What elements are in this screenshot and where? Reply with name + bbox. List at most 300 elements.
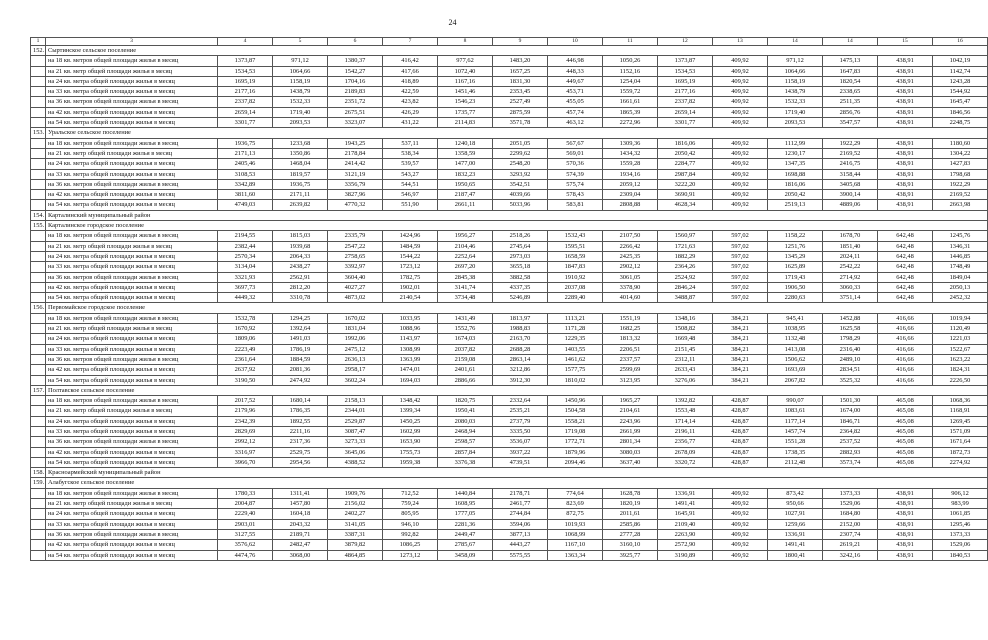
value-cell: 2051,05 (493, 138, 548, 148)
value-cell: 1254,04 (603, 76, 658, 86)
table-row (31, 519, 988, 529)
value-cell: 2639,82 (273, 200, 328, 210)
value-cell: 2037,08 (548, 282, 603, 292)
value-cell: 3594,06 (493, 519, 548, 529)
row-label: на 24 кв. метра общей площади жилья в месяц (46, 509, 218, 519)
value-cell: 2659,14 (658, 107, 713, 117)
table-row (31, 169, 988, 179)
value-cell: 1158,19 (768, 76, 823, 86)
value-cell: 2223,49 (218, 344, 273, 354)
row-number-cell (31, 293, 46, 303)
value-cell: 1950,41 (438, 406, 493, 416)
value-cell: 3879,82 (328, 540, 383, 550)
value-cell: 2364,82 (823, 426, 878, 436)
value-cell: 2562,91 (273, 272, 328, 282)
value-cell: 1245,76 (933, 231, 988, 241)
value-cell: 1813,32 (603, 334, 658, 344)
value-cell: 2252,64 (438, 251, 493, 261)
section-title: Первомайское городское поселение (46, 303, 988, 313)
value-cell: 1714,14 (658, 416, 713, 426)
value-cell: 4014,60 (603, 293, 658, 303)
value-cell: 3356,79 (328, 179, 383, 189)
value-cell: 1438,79 (768, 87, 823, 97)
value-cell: 1294,25 (273, 313, 328, 323)
value-cell: 1229,35 (548, 334, 603, 344)
row-label: на 18 кв. метров общей площади жилья в месяц (46, 396, 218, 406)
row-label: на 33 кв. метра общей площади жилья в месяц (46, 169, 218, 179)
value-cell: 945,41 (768, 313, 823, 323)
row-label: на 21 кв. метр общей площади жилья в месяц (46, 499, 218, 509)
value-cell: 2289,40 (548, 293, 603, 303)
row-number-cell (31, 324, 46, 334)
value-cell: 1820,19 (603, 499, 658, 509)
value-cell: 1434,32 (603, 148, 658, 158)
value-cell: 543,27 (383, 169, 438, 179)
row-label: на 18 кв. метров общей площади жилья в месяц (46, 138, 218, 148)
value-cell: 1113,21 (548, 313, 603, 323)
value-cell: 1413,08 (768, 344, 823, 354)
column-number: 14 (823, 38, 878, 46)
row-number-cell (31, 365, 46, 375)
value-cell: 2159,08 (438, 354, 493, 364)
value-cell: 597,02 (713, 282, 768, 292)
value-cell: 1177,14 (768, 416, 823, 426)
value-cell: 1424,96 (383, 231, 438, 241)
value-cell: 3912,30 (493, 375, 548, 385)
value-cell: 642,48 (878, 251, 933, 261)
value-cell: 1336,91 (658, 488, 713, 498)
row-label: на 42 кв. метра общей площади жилья в месяц (46, 282, 218, 292)
value-cell: 2636,13 (328, 354, 383, 364)
value-cell: 3697,73 (218, 282, 273, 292)
table-row (31, 251, 988, 261)
column-number: 7 (383, 38, 438, 46)
row-number-cell (31, 118, 46, 128)
value-cell: 597,02 (713, 241, 768, 251)
value-cell: 465,08 (878, 406, 933, 416)
table-row (31, 262, 988, 272)
value-cell: 1816,06 (658, 138, 713, 148)
value-cell: 3293,92 (493, 169, 548, 179)
value-cell: 2274,92 (933, 457, 988, 467)
value-cell: 3276,06 (658, 375, 713, 385)
value-cell: 1167,10 (548, 540, 603, 550)
value-cell: 1849,04 (933, 272, 988, 282)
value-cell: 2050,42 (658, 148, 713, 158)
table-row (31, 324, 988, 334)
value-cell: 409,92 (713, 509, 768, 519)
value-cell: 2425,35 (603, 251, 658, 261)
column-number: 9 (493, 38, 548, 46)
value-cell: 2338,65 (823, 87, 878, 97)
value-cell: 1269,45 (933, 416, 988, 426)
value-cell: 428,87 (713, 426, 768, 436)
value-cell: 1038,95 (768, 324, 823, 334)
value-cell: 1336,91 (768, 529, 823, 539)
value-cell: 1392,64 (273, 324, 328, 334)
value-cell: 1922,29 (823, 138, 878, 148)
value-cell: 416,66 (878, 354, 933, 364)
value-cell: 1831,30 (493, 76, 548, 86)
value-cell: 2037,82 (438, 344, 493, 354)
value-cell: 1625,58 (823, 324, 878, 334)
value-cell: 2064,33 (273, 251, 328, 261)
value-cell: 438,91 (878, 66, 933, 76)
table-row (31, 375, 988, 385)
value-cell: 1608,95 (438, 499, 493, 509)
value-cell: 3141,05 (328, 519, 383, 529)
value-cell: 1452,88 (823, 313, 878, 323)
column-number: 8 (438, 38, 493, 46)
value-cell: 1670,92 (218, 324, 273, 334)
value-cell: 1780,33 (218, 488, 273, 498)
value-cell: 465,08 (878, 426, 933, 436)
value-cell: 2178,71 (493, 488, 548, 498)
value-cell: 1491,03 (273, 334, 328, 344)
value-cell: 1786,35 (273, 406, 328, 416)
value-cell: 2067,82 (768, 375, 823, 385)
value-cell: 597,02 (713, 293, 768, 303)
row-label: на 33 кв. метра общей площади жилья в месяц (46, 426, 218, 436)
table-row (31, 97, 988, 107)
value-cell: 3190,89 (658, 550, 713, 560)
table-row (31, 138, 988, 148)
value-cell: 1508,82 (658, 324, 713, 334)
value-cell: 1719,40 (768, 107, 823, 117)
value-cell: 3320,72 (658, 457, 713, 467)
value-cell: 1027,91 (768, 509, 823, 519)
value-cell: 409,92 (713, 540, 768, 550)
table-row (31, 231, 988, 241)
row-label: на 36 кв. метров общей площади жилья в месяц (46, 97, 218, 107)
row-number-cell (31, 107, 46, 117)
value-cell: 1348,16 (658, 313, 713, 323)
section-row (31, 385, 988, 395)
page-number: 24 (448, 18, 457, 27)
value-cell: 1782,75 (383, 272, 438, 282)
row-number-cell (31, 179, 46, 189)
value-cell: 438,91 (878, 87, 933, 97)
row-number-cell (31, 169, 46, 179)
value-cell: 2663,98 (933, 200, 988, 210)
value-cell: 409,92 (713, 159, 768, 169)
value-cell: 4873,02 (328, 293, 383, 303)
value-cell: 3378,90 (603, 282, 658, 292)
row-number: 153. (31, 128, 46, 138)
row-number-cell (31, 148, 46, 158)
value-cell: 409,92 (713, 488, 768, 498)
column-number: 10 (548, 38, 603, 46)
table-row (31, 550, 988, 560)
value-cell: 1661,61 (603, 97, 658, 107)
value-cell: 2194,55 (218, 231, 273, 241)
value-cell: 1019,94 (933, 313, 988, 323)
value-cell: 1086,25 (383, 540, 438, 550)
value-cell: 409,92 (713, 97, 768, 107)
value-cell: 438,91 (878, 138, 933, 148)
value-cell: 409,92 (713, 550, 768, 560)
value-cell: 1158,22 (768, 231, 823, 241)
table-row (31, 200, 988, 210)
section-title: Карталинское городское поселение (46, 221, 988, 231)
value-cell: 2004,87 (218, 499, 273, 509)
value-cell: 2266,42 (603, 241, 658, 251)
table-row (31, 406, 988, 416)
value-cell: 438,91 (878, 118, 933, 128)
value-cell: 642,48 (878, 293, 933, 303)
value-cell: 1623,22 (933, 354, 988, 364)
value-cell: 2675,51 (328, 107, 383, 117)
section-title: Уральское сельское поселение (46, 128, 988, 138)
table-row (31, 56, 988, 66)
value-cell: 1532,78 (218, 313, 273, 323)
value-cell: 1872,73 (933, 447, 988, 457)
value-cell: 823,69 (548, 499, 603, 509)
value-cell: 1694,03 (383, 375, 438, 385)
value-cell: 2875,59 (493, 107, 548, 117)
section-title: Алабугское сельское поселение (46, 478, 988, 488)
value-cell: 1088,96 (383, 324, 438, 334)
row-number-cell (31, 354, 46, 364)
value-cell: 1559,72 (603, 87, 658, 97)
value-cell: 3242,16 (823, 550, 878, 560)
value-cell: 1719,40 (273, 107, 328, 117)
value-cell: 575,74 (548, 179, 603, 189)
value-cell: 3571,78 (493, 118, 548, 128)
value-cell: 2337,82 (658, 97, 713, 107)
value-cell: 3273,33 (328, 437, 383, 447)
value-cell: 1559,28 (603, 159, 658, 169)
value-cell: 2661,99 (603, 426, 658, 436)
value-cell: 1233,68 (273, 138, 328, 148)
value-cell: 2112,48 (768, 457, 823, 467)
value-cell: 1956,27 (438, 231, 493, 241)
value-cell: 712,52 (383, 488, 438, 498)
value-cell: 3405,68 (823, 179, 878, 189)
value-cell: 3542,51 (493, 179, 548, 189)
row-number-cell (31, 282, 46, 292)
value-cell: 3123,95 (603, 375, 658, 385)
value-cell: 1221,03 (933, 334, 988, 344)
value-cell: 1033,95 (383, 313, 438, 323)
row-number-cell (31, 416, 46, 426)
value-cell: 457,74 (548, 107, 603, 117)
column-number: 3 (46, 38, 218, 46)
value-cell: 642,48 (878, 241, 933, 251)
value-cell: 416,66 (878, 344, 933, 354)
column-number: 4 (218, 38, 273, 46)
row-label: на 54 кв. метра общей площади жилья в месяц (46, 375, 218, 385)
value-cell: 438,91 (878, 76, 933, 86)
value-cell: 2511,35 (823, 97, 878, 107)
value-cell: 1813,97 (493, 313, 548, 323)
value-cell: 1625,89 (768, 262, 823, 272)
value-cell: 2737,79 (493, 416, 548, 426)
table-row (31, 179, 988, 189)
value-cell: 409,92 (713, 179, 768, 189)
value-cell: 1882,29 (658, 251, 713, 261)
value-cell: 2171,11 (273, 190, 328, 200)
value-cell: 2637,92 (218, 365, 273, 375)
value-cell: 1988,83 (493, 324, 548, 334)
value-cell: 1604,18 (273, 509, 328, 519)
value-cell: 2542,22 (823, 262, 878, 272)
row-label: на 24 кв. метра общей площади жилья в месяц (46, 76, 218, 86)
value-cell: 1846,56 (933, 107, 988, 117)
section-row (31, 221, 988, 231)
value-cell: 1440,84 (438, 488, 493, 498)
value-cell: 1552,76 (438, 324, 493, 334)
value-cell: 1373,87 (658, 56, 713, 66)
value-cell: 2364,26 (658, 262, 713, 272)
row-label: на 42 кв. метра общей площади жилья в месяц (46, 190, 218, 200)
value-cell: 1532,33 (273, 97, 328, 107)
column-number: 1 (31, 38, 46, 46)
value-cell: 2152,00 (823, 519, 878, 529)
value-cell: 416,66 (878, 334, 933, 344)
row-number-cell (31, 334, 46, 344)
row-number-cell (31, 272, 46, 282)
value-cell: 2114,83 (438, 118, 493, 128)
row-number: 156. (31, 303, 46, 313)
value-cell: 2382,44 (218, 241, 273, 251)
value-cell: 1551,28 (768, 437, 823, 447)
value-cell: 3751,14 (823, 293, 878, 303)
table-row (31, 293, 988, 303)
value-cell: 1363,99 (383, 354, 438, 364)
value-cell: 428,87 (713, 406, 768, 416)
table-row (31, 76, 988, 86)
value-cell: 4628,34 (658, 200, 713, 210)
value-cell: 3645,06 (328, 447, 383, 457)
value-cell: 2547,22 (328, 241, 383, 251)
value-cell: 2189,83 (328, 87, 383, 97)
value-cell: 1504,58 (548, 406, 603, 416)
value-cell: 438,91 (878, 529, 933, 539)
row-label: на 42 кв. метра общей площади жилья в месяц (46, 540, 218, 550)
value-cell: 4739,51 (493, 457, 548, 467)
value-cell: 1906,50 (768, 282, 823, 292)
table-row (31, 107, 988, 117)
value-cell: 1438,79 (273, 87, 328, 97)
row-number-cell (31, 406, 46, 416)
value-cell: 409,92 (713, 107, 768, 117)
value-cell: 3127,55 (218, 529, 273, 539)
table-row (31, 447, 988, 457)
table-row (31, 365, 988, 375)
value-cell: 3525,32 (823, 375, 878, 385)
value-cell: 1772,71 (548, 437, 603, 447)
column-number: 16 (933, 38, 988, 46)
table-row (31, 437, 988, 447)
row-number-cell (31, 200, 46, 210)
value-cell: 2307,74 (823, 529, 878, 539)
value-cell: 1167,16 (438, 76, 493, 86)
value-cell: 551,90 (383, 200, 438, 210)
value-cell: 1120,49 (933, 324, 988, 334)
row-label: на 54 кв. метра общей площади жилья в месяц (46, 457, 218, 467)
row-label: на 24 кв. метра общей площади жилья в месяц (46, 251, 218, 261)
value-cell: 1671,64 (933, 437, 988, 447)
value-cell: 1865,39 (603, 107, 658, 117)
section-row (31, 128, 988, 138)
value-cell: 3335,50 (493, 426, 548, 436)
value-cell: 2857,84 (438, 447, 493, 457)
value-cell: 1847,83 (548, 262, 603, 272)
value-cell: 2414,42 (328, 159, 383, 169)
table-row (31, 457, 988, 467)
value-cell: 992,82 (383, 529, 438, 539)
value-cell: 1723,12 (383, 262, 438, 272)
column-number: 6 (328, 38, 383, 46)
section-row (31, 478, 988, 488)
value-cell: 1909,76 (328, 488, 383, 498)
value-cell: 1068,99 (548, 529, 603, 539)
row-number-cell (31, 457, 46, 467)
value-cell: 2043,32 (273, 519, 328, 529)
row-number: 155. (31, 221, 46, 231)
row-number-cell (31, 159, 46, 169)
value-cell: 438,91 (878, 540, 933, 550)
value-cell: 409,92 (713, 529, 768, 539)
value-cell: 1815,03 (273, 231, 328, 241)
column-number-row (31, 38, 988, 46)
value-cell: 1992,06 (328, 334, 383, 344)
value-cell: 1719,43 (768, 272, 823, 282)
table-row (31, 272, 988, 282)
row-label: на 42 кв. метра общей площади жилья в месяц (46, 365, 218, 375)
value-cell: 1647,83 (823, 66, 878, 76)
value-cell: 4889,06 (823, 200, 878, 210)
value-cell: 2449,47 (438, 529, 493, 539)
value-cell: 1064,66 (768, 66, 823, 76)
value-cell: 416,66 (878, 324, 933, 334)
value-cell: 2226,50 (933, 375, 988, 385)
value-cell: 3141,74 (438, 282, 493, 292)
row-label: на 33 кв. метра общей площади жилья в месяц (46, 262, 218, 272)
value-cell: 2777,28 (603, 529, 658, 539)
value-cell: 3827,96 (328, 190, 383, 200)
value-cell: 2973,03 (493, 251, 548, 261)
value-cell: 2519,13 (768, 200, 823, 210)
value-cell: 1142,74 (933, 66, 988, 76)
value-cell: 3222,20 (658, 179, 713, 189)
row-number-cell (31, 66, 46, 76)
value-cell: 2196,11 (658, 426, 713, 436)
table-row (31, 282, 988, 292)
value-cell: 1392,82 (658, 396, 713, 406)
value-cell: 2050,13 (933, 282, 988, 292)
value-cell: 1680,14 (273, 396, 328, 406)
value-cell: 642,48 (878, 262, 933, 272)
row-label: на 33 кв. метра общей площади жилья в месяц (46, 519, 218, 529)
value-cell: 1879,96 (548, 447, 603, 457)
value-cell: 2846,24 (658, 282, 713, 292)
value-cell: 4039,66 (493, 190, 548, 200)
value-cell: 1735,77 (438, 107, 493, 117)
value-cell: 2882,93 (823, 447, 878, 457)
row-number-cell (31, 56, 46, 66)
value-cell: 2011,61 (603, 509, 658, 519)
value-cell: 5033,96 (493, 200, 548, 210)
value-cell: 1529,06 (933, 540, 988, 550)
row-label: на 33 кв. метра общей площади жилья в месяц (46, 87, 218, 97)
value-cell: 950,66 (768, 499, 823, 509)
value-cell: 3316,97 (218, 447, 273, 457)
value-cell: 416,66 (878, 365, 933, 375)
value-cell: 2452,32 (933, 293, 988, 303)
value-cell: 3158,44 (823, 169, 878, 179)
